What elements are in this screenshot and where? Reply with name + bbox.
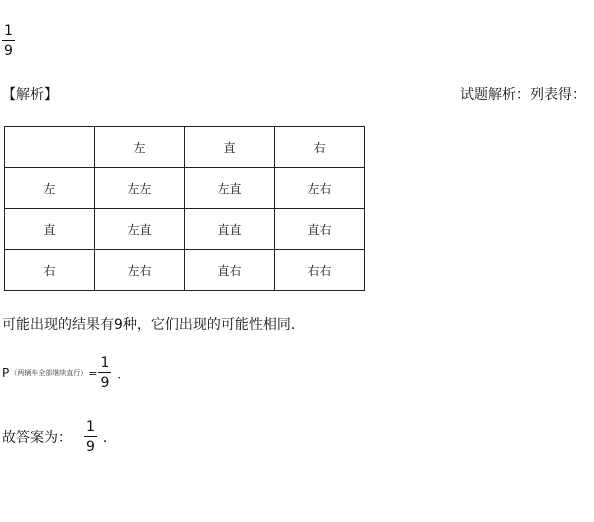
final-answer-label: 故答案为： <box>2 430 72 446</box>
answer-numerator: 1 <box>4 23 13 39</box>
table-header-row <box>5 127 365 168</box>
equals-sign: = <box>88 366 98 380</box>
final-denominator: 9 <box>86 439 95 455</box>
probability-formula <box>2 356 129 390</box>
analysis-heading: 【解析】 <box>2 87 58 103</box>
table-cell: 左直 <box>95 209 185 250</box>
probability-period: ． <box>117 366 130 381</box>
table-corner-cell <box>5 127 95 168</box>
answer-denominator: 9 <box>4 43 13 59</box>
outcome-table <box>4 126 365 291</box>
final-period: ． <box>102 430 117 446</box>
table-header-cell: 直 <box>185 127 275 168</box>
conclusion-text: 可能出现的结果有9种，它们出现的可能性相同． <box>2 317 305 333</box>
probability-event: （两辆车全部继续直行） <box>10 369 88 377</box>
analysis-intro: 试题解析：列表得： <box>460 87 586 103</box>
table-row-header: 右 <box>5 250 95 291</box>
probability-fraction <box>98 356 111 390</box>
table-row <box>5 250 365 291</box>
final-numerator: 1 <box>86 419 95 435</box>
table-row <box>5 168 365 209</box>
table-cell: 直右 <box>275 209 365 250</box>
table-cell: 直直 <box>185 209 275 250</box>
probability-numerator: 1 <box>100 355 110 371</box>
probability-denominator: 9 <box>100 375 110 391</box>
table-header-cell: 右 <box>275 127 365 168</box>
final-fraction <box>84 420 97 454</box>
probability-symbol: P <box>2 366 10 380</box>
table-row-header: 左 <box>5 168 95 209</box>
table-cell: 右右 <box>275 250 365 291</box>
table-row-header: 直 <box>5 209 95 250</box>
table-cell: 左直 <box>185 168 275 209</box>
table-cell: 左左 <box>95 168 185 209</box>
table-row <box>5 209 365 250</box>
table-cell: 直右 <box>185 250 275 291</box>
answer-fraction <box>2 24 15 58</box>
table-header-cell: 左 <box>95 127 185 168</box>
table-cell: 左右 <box>95 250 185 291</box>
table-cell: 左右 <box>275 168 365 209</box>
final-answer <box>2 420 117 454</box>
